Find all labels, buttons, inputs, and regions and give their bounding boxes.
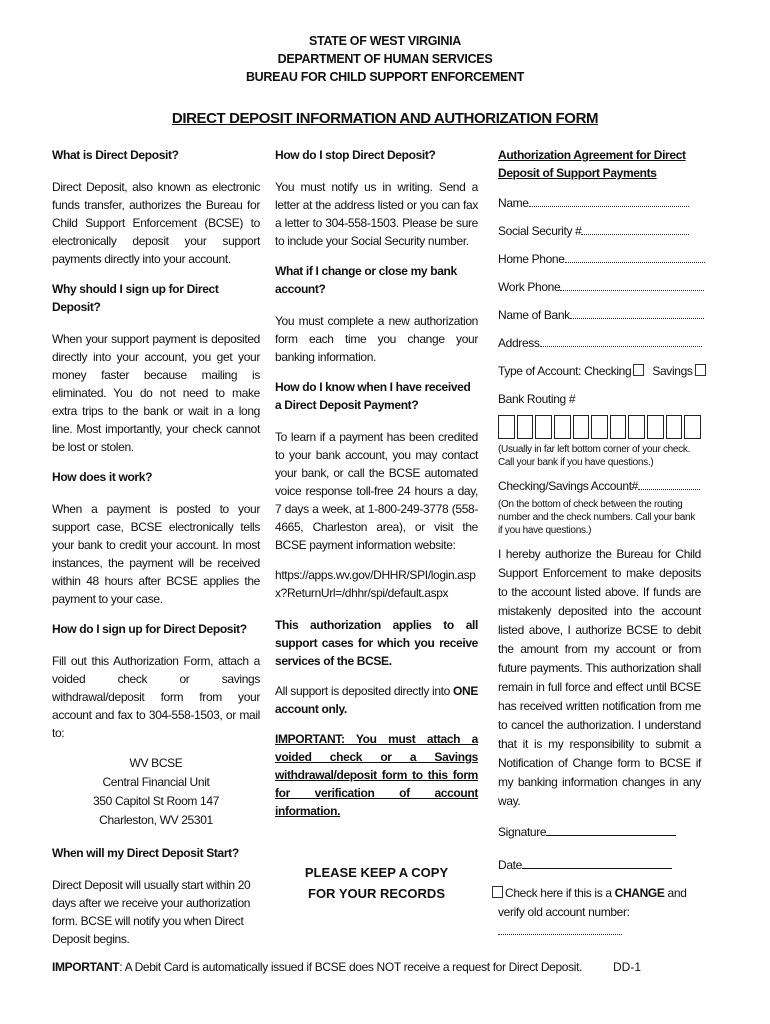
routing-digit-box[interactable] xyxy=(535,415,552,439)
address-line: Charleston, WV 25301 xyxy=(99,813,213,827)
payment-info-url: https://apps.wv.gov/DHHR/SPI/login.aspx?ReturnUrl=/dhhr/spi/default.aspx xyxy=(275,568,476,600)
account-note: (On the bottom of check between the routing number and the check numbers. Call your bank if you have questions.) xyxy=(498,499,695,536)
change-checkbox[interactable] xyxy=(492,886,503,898)
faq-column-middle xyxy=(275,146,478,820)
savings-label: Savings xyxy=(652,364,693,378)
answer-know-received: To learn if a payment has been credited to your bank account, you may contact your bank, or call the BCSE automated voice response toll-free 24 hours a day, 7 days a week, at 1-800-249-3778 (558-4665, Charleston area), or visit the BCSE payment information website: xyxy=(275,430,478,552)
home-phone-label: Home Phone xyxy=(498,252,565,266)
ssn-label: Social Security # xyxy=(498,224,582,238)
answer-how-works: When a payment is posted to your support case, BCSE electronically tells your bank to credit your account. In most instances, the payment will be received within 48 hours after BCSE applies the payment to your case. xyxy=(52,502,260,606)
answer-what-is: Direct Deposit, also known as electronic funds transfer, authorizes the Bureau for Child Support Enforcement (BCSE) to electronically deposit your support payments directly into your account. xyxy=(52,180,260,266)
routing-digit-box[interactable] xyxy=(554,415,571,439)
answer-how-sign-up: Fill out this Authorization Form, attach a voided check or savings withdrawal/deposit form from your account and fax to 304-558-1503, or mail to: xyxy=(52,654,260,740)
account-type-label: Type of Account: Checking xyxy=(498,364,632,378)
question-why-sign-up: Why should I sign up for Direct Deposit? xyxy=(52,282,219,314)
address-line-blank[interactable] xyxy=(540,334,702,347)
question-change-account: What if I change or close my bank account? xyxy=(275,264,457,296)
agency-header xyxy=(0,32,770,86)
signature-label: Signature xyxy=(498,825,547,839)
account-type-field xyxy=(498,362,701,381)
routing-digit-box[interactable] xyxy=(684,415,701,439)
keep-copy-notice xyxy=(275,862,478,904)
applies-all-cases: This authorization applies to all support cases for which you receive services of the BCSE. xyxy=(275,618,478,668)
faq-column-left xyxy=(52,146,260,960)
routing-number-boxes[interactable] xyxy=(498,415,701,439)
date-line[interactable] xyxy=(522,856,672,869)
bureau-name: BUREAU FOR CHILD SUPPORT ENFORCEMENT xyxy=(245,70,525,84)
date-label: Date xyxy=(498,858,522,872)
keep-copy-line: FOR YOUR RECORDS xyxy=(308,886,445,901)
ssn-field[interactable] xyxy=(498,222,701,241)
form-code: DD-1 xyxy=(613,960,642,974)
one-account-bold: ONE account only. xyxy=(275,684,478,716)
date-field[interactable] xyxy=(498,856,701,875)
mailing-address xyxy=(52,754,260,830)
account-number-field[interactable] xyxy=(498,477,701,496)
checking-checkbox[interactable] xyxy=(633,364,644,376)
routing-digit-box[interactable] xyxy=(591,415,608,439)
work-phone-label: Work Phone xyxy=(498,280,561,294)
footer-important-text: : A Debit Card is automatically issued if BCSE does NOT receive a request for Direct Deposit. xyxy=(119,960,583,974)
change-text: Check here if this is a xyxy=(505,886,615,900)
change-text-post: and verify old account number: xyxy=(498,886,687,919)
question-what-is: What is Direct Deposit? xyxy=(52,148,179,162)
question-how-works: How does it work? xyxy=(52,470,153,484)
name-line[interactable] xyxy=(529,194,689,207)
answer-how-stop: You must notify us in writing. Send a letter at the address listed or you can fax a letter to 304-558-1503. Please be sure to include your Social Security number. xyxy=(275,180,478,248)
work-phone-field[interactable] xyxy=(498,278,701,297)
address-line: Central Financial Unit xyxy=(102,775,210,789)
change-bold: CHANGE xyxy=(614,886,665,900)
answer-change-account: You must complete a new authorization form each time you change your banking information. xyxy=(275,314,478,364)
form-title: DIRECT DEPOSIT INFORMATION AND AUTHORIZATION FORM xyxy=(171,110,599,127)
question-how-sign-up: How do I sign up for Direct Deposit? xyxy=(52,622,247,636)
home-phone-field[interactable] xyxy=(498,250,701,269)
bank-name-label: Name of Bank xyxy=(498,308,570,322)
address-line: 350 Capitol St Room 147 xyxy=(92,794,220,808)
state-name: STATE OF WEST VIRGINIA xyxy=(309,34,461,48)
question-when-start: When will my Direct Deposit Start? xyxy=(52,846,239,860)
department-name: DEPARTMENT OF HUMAN SERVICES xyxy=(277,52,493,66)
question-know-received: How do I know when I have received a Direct Deposit Payment? xyxy=(275,380,471,412)
home-phone-line[interactable] xyxy=(565,250,705,263)
agreement-title: Authorization Agreement for Direct Deposit of Support Payments xyxy=(498,148,686,180)
address-line: WV BCSE xyxy=(129,756,183,770)
important-attach-check: IMPORTANT: You must attach a voided check or a Savings withdrawal/deposit form to this form for verification of account information. xyxy=(275,732,478,818)
keep-copy-line: PLEASE KEEP A COPY xyxy=(304,865,449,880)
ssn-line[interactable] xyxy=(581,222,689,235)
old-account-line[interactable] xyxy=(498,922,622,935)
name-field[interactable] xyxy=(498,194,701,213)
routing-digit-box[interactable] xyxy=(573,415,590,439)
question-how-stop: How do I stop Direct Deposit? xyxy=(275,148,436,162)
authorization-column xyxy=(498,146,701,941)
change-notice xyxy=(498,884,701,941)
answer-when-start: Direct Deposit will usually start within 20 days after we receive your authorization form. BCSE will notify you when Direct Deposit begins. xyxy=(52,878,251,946)
routing-label: Bank Routing # xyxy=(498,392,576,406)
work-phone-line[interactable] xyxy=(560,278,704,291)
savings-checkbox[interactable] xyxy=(695,364,706,376)
one-account-text: All support is deposited directly into xyxy=(275,684,454,698)
routing-digit-box[interactable] xyxy=(498,415,515,439)
routing-digit-box[interactable] xyxy=(628,415,645,439)
routing-digit-box[interactable] xyxy=(517,415,534,439)
routing-digit-box[interactable] xyxy=(610,415,627,439)
footer-important-label: IMPORTANT xyxy=(52,960,120,974)
authorization-statement: I hereby authorize the Bureau for Child Support Enforcement to make deposits to the account listed above. If funds are mistakenly deposited into the account listed above, I authorize BCSE to debit the amount from my account or from future payments. This authorization shall remain in full force and effect until BCSE has received written notification from me to cancel the authorization. I understand that it is my responsibility to submit a Notification of Change form to BCSE if my banking information changes in any way. xyxy=(498,547,701,808)
address-label: Address xyxy=(498,336,540,350)
bank-name-field[interactable] xyxy=(498,306,701,325)
signature-field[interactable] xyxy=(498,823,701,842)
routing-note: (Usually in far left bottom corner of your check. Call your bank if you have questions.) xyxy=(498,444,691,468)
answer-why-sign-up: When your support payment is deposited directly into your account, you get your money faster because mailing is eliminated. You do not need to make extra trips to the bank or wait in a long line. Most importantly, your check cannot be lost or stolen. xyxy=(52,332,260,454)
bank-name-line[interactable] xyxy=(570,306,704,319)
routing-digit-box[interactable] xyxy=(647,415,664,439)
footer-notice xyxy=(52,960,582,974)
name-label: Name xyxy=(498,196,529,210)
account-number-label: Checking/Savings Account# xyxy=(498,479,639,493)
signature-line[interactable] xyxy=(546,823,676,836)
address-field[interactable] xyxy=(498,334,701,353)
one-account-note xyxy=(275,682,478,718)
account-number-line[interactable] xyxy=(638,477,700,490)
routing-digit-box[interactable] xyxy=(666,415,683,439)
